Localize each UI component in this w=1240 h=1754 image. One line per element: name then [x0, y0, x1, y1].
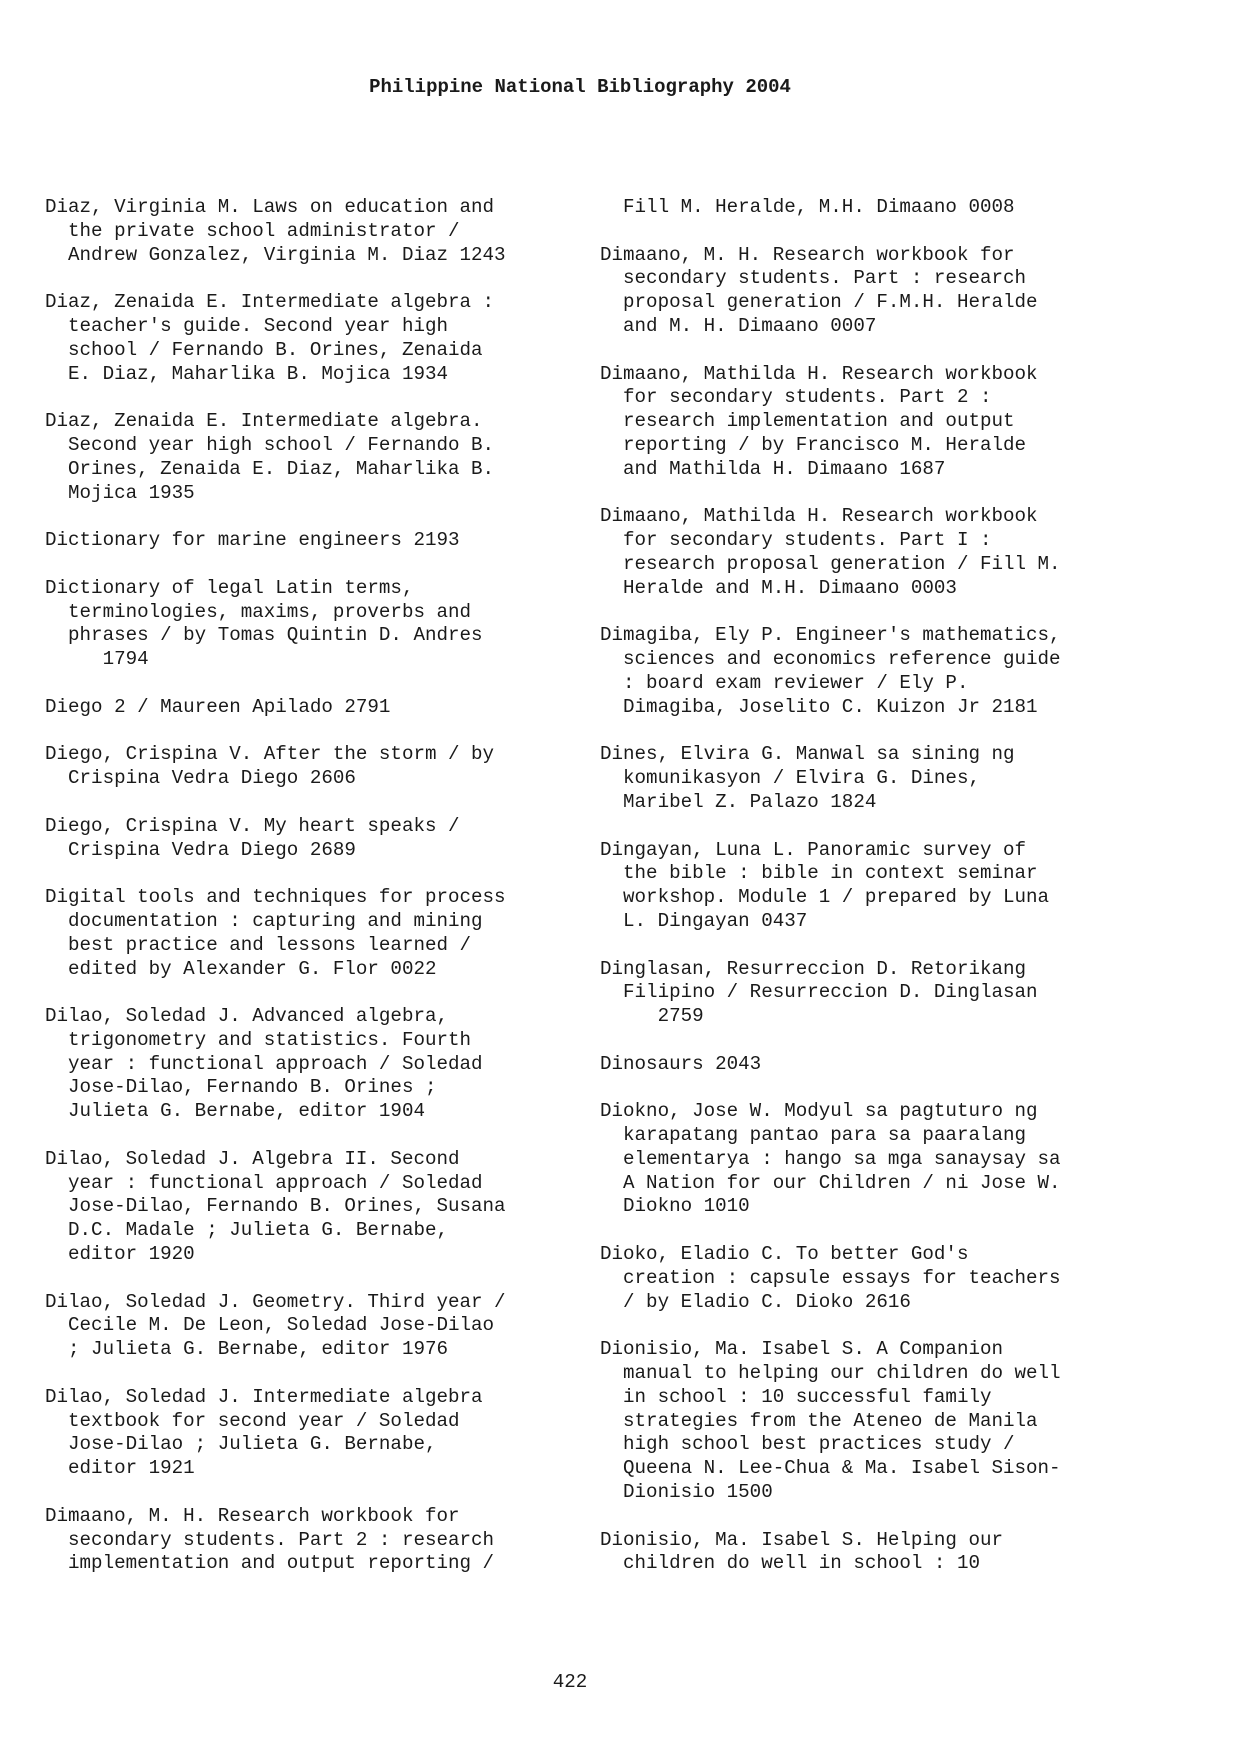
page-number: 422	[552, 1671, 588, 1693]
bibliography-entry: Dilao, Soledad J. Intermediate algebra textbook for second year / Soledad Jose-Dilao ; Julieta G. Bernabe, editor 1921	[45, 1385, 483, 1480]
bibliography-entry: Dinglasan, Resurreccion D. Retorikang Filipino / Resurreccion D. Dinglasan 2759	[600, 957, 1038, 1028]
bibliography-entry: Digital tools and techniques for process documentation : capturing and mining best practice and lessons learned / edited by Alexander G. Flor 0022	[45, 886, 506, 980]
bibliography-entry: Dines, Elvira G. Manwal sa sining ng komunikasyon / Elvira G. Dines, Maribel Z. Palazo 1824	[600, 743, 1015, 813]
bibliography-entry: Dimaano, Mathilda H. Research workbook for secondary students. Part 2 : research implementation and output reporting / by Francisco M. Heralde and Mathilda H. Dimaano 1687	[600, 362, 1038, 480]
bibliography-entry: Diego 2 / Maureen Apilado 2791	[45, 695, 391, 718]
bibliography-entry: Dimaano, M. H. Research workbook for secondary students. Part : research proposal generation / F.M.H. Heralde and M. H. Dimaano 0007	[600, 243, 1038, 337]
bibliography-entry: Dionisio, Ma. Isabel S. Helping our children do well in school : 10	[600, 1528, 1004, 1575]
bibliography-entry: Diaz, Zenaida E. Intermediate algebra : teacher's guide. Second year high school / Fernando B. Orines, Zenaida E. Diaz, Maharlika B. Mojica 1934	[45, 291, 495, 385]
bibliography-entry: Dimaano, Mathilda H. Research workbook for secondary students. Part I : research proposal generation / Fill M. Heralde and M.H. Dimaano 0003	[600, 505, 1061, 599]
bibliography-entry-continued: Fill M. Heralde, M.H. Dimaano 0008	[600, 196, 1015, 218]
right-column	[600, 196, 1120, 1600]
bibliography-entry: Dilao, Soledad J. Algebra II. Second year : functional approach / Soledad Jose-Dilao, Fernando B. Orines, Susana D.C. Madale ; Julieta G. Bernabe, editor 1920	[45, 1147, 506, 1266]
bibliography-entry: Dilao, Soledad J. Geometry. Third year / Cecile M. De Leon, Soledad Jose-Dilao ; Julieta G. Bernabe, editor 1976	[45, 1290, 506, 1361]
bibliography-entry: Dioko, Eladio C. To better God's creation : capsule essays for teachers / by Eladio C. Dioko 2616	[600, 1243, 1061, 1313]
bibliography-entry: Dimaano, M. H. Research workbook for secondary students. Part 2 : research implementation and output reporting /	[45, 1504, 495, 1575]
bibliography-entry: Diaz, Virginia M. Laws on education and the private school administrator / Andrew Gonzalez, Virginia M. Diaz 1243	[45, 196, 506, 266]
bibliography-entry: Diaz, Zenaida E. Intermediate algebra. Second year high school / Fernando B. Orines, Zenaida E. Diaz, Maharlika B. Mojica 1935	[45, 410, 495, 504]
left-column	[45, 196, 565, 1600]
bibliography-entry: Dictionary for marine engineers 2193	[45, 529, 460, 552]
bibliography-entry: Dionisio, Ma. Isabel S. A Companion manual to helping our children do well in school : 10 successful family strategies from the Ateneo de Manila high school best practices study / Queena N. Lee-Chua & Ma. Isabel Sison- Dionisio 1500	[600, 1338, 1061, 1504]
page-title: Philippine National Bibliography 2004	[369, 76, 791, 98]
bibliography-entry: Dilao, Soledad J. Advanced algebra, trigonometry and statistics. Fourth year : functional approach / Soledad Jose-Dilao, Fernando B. Orines ; Julieta G. Bernabe, editor 1904	[45, 1005, 483, 1123]
bibliography-entry: Dingayan, Luna L. Panoramic survey of the bible : bible in context seminar workshop. Module 1 / prepared by Luna L. Dingayan 0437	[600, 838, 1050, 932]
bibliography-entry: Diego, Crispina V. After the storm / by Crispina Vedra Diego 2606	[45, 743, 495, 790]
bibliography-entry: Diokno, Jose W. Modyul sa pagtuturo ng karapatang pantao para sa paaralang elementarya : hango sa mga sanaysay sa A Nation for our Children / ni Jose W. Diokno 1010	[600, 1100, 1061, 1218]
bibliography-entry: Dictionary of legal Latin terms, terminologies, maxims, proverbs and phrases / by Tomas Quintin D. Andres 1794	[45, 576, 483, 671]
bibliography-entry: Diego, Crispina V. My heart speaks / Crispina Vedra Diego 2689	[45, 814, 460, 861]
bibliography-entry: Dimagiba, Ely P. Engineer's mathematics, sciences and economics reference guide : board exam reviewer / Ely P. Dimagiba, Joselito C. Kuizon Jr 2181	[600, 624, 1061, 718]
bibliography-entry: Dinosaurs 2043	[600, 1052, 762, 1075]
